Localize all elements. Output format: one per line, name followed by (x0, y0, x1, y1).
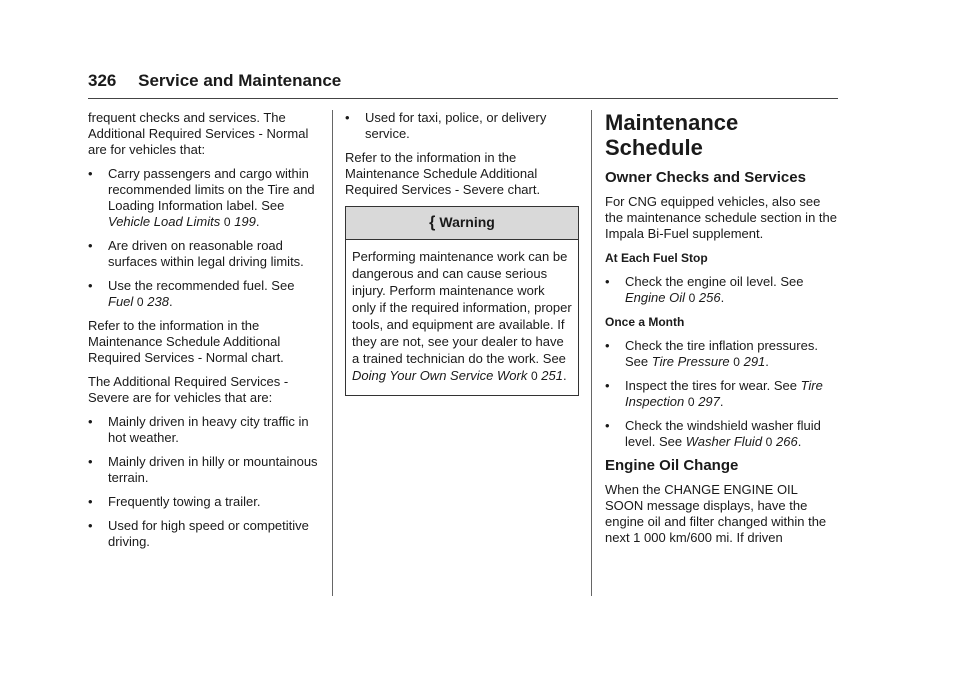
fuel-stop-heading: At Each Fuel Stop (605, 251, 708, 265)
page-ref-icon: 0 (765, 435, 773, 449)
list-item: • Use the recommended fuel. See Fuel 0 238. (88, 278, 295, 309)
bullet-icon: • (605, 338, 610, 353)
subsection-heading: Engine Oil Change (605, 457, 739, 474)
list-item: • Inspect the tires for wear. See Tire Inspection 0 297. (605, 378, 823, 409)
page-ref-icon: 0 (136, 295, 144, 309)
warning-icon: { (429, 214, 436, 231)
cross-reference-link[interactable]: Washer Fluid (685, 434, 763, 449)
column-3 (605, 110, 839, 554)
page-ref-number[interactable]: 291 (743, 354, 766, 369)
bullet-icon: • (345, 110, 350, 125)
subsection-heading: Owner Checks and Services (605, 169, 806, 186)
bullet-icon: • (88, 454, 93, 469)
bullet-icon: • (88, 414, 93, 429)
refer-severe-paragraph: Refer to the information in the Maintenance Schedule Additional Required Services - Severe chart. (345, 150, 541, 197)
warning-header (346, 207, 578, 240)
month-heading: Once a Month (605, 315, 685, 329)
cross-reference-link[interactable]: Doing Your Own Service Work (352, 368, 528, 383)
list-item: • Check the tire inflation pressures. See Tire Pressure 0 291. (605, 338, 818, 369)
page-ref-icon: 0 (223, 215, 231, 229)
bullet-icon: • (605, 378, 610, 393)
page-ref-number[interactable]: 238 (147, 294, 169, 309)
warning-body: Performing maintenance work can be dangerous and can cause serious injury. Perform maintenance work only if the required information, proper tools, and equipment are available. If they are not, see your dealer to have a trained technician do the work. See Doing Your Own Service Work 0 251. (352, 249, 572, 383)
page-ref-number[interactable]: 297 (698, 394, 720, 409)
bullet-icon: • (88, 278, 93, 293)
cross-reference-link[interactable]: Vehicle Load Limits (108, 214, 221, 229)
cross-reference-link[interactable]: Engine Oil (625, 290, 685, 305)
list-item: • Used for taxi, police, or delivery service. (345, 110, 547, 141)
page-ref-number[interactable]: 266 (775, 434, 798, 449)
refer-normal-paragraph: Refer to the information in the Maintenance Schedule Additional Required Services - Normal chart. (88, 318, 284, 365)
list-item: • Carry passengers and cargo within recommended limits on the Tire and Loading Information label. See Vehicle Load Limits 0 199. (88, 166, 315, 229)
cross-reference-link[interactable]: Tire Pressure (651, 354, 730, 369)
bullet-icon: • (605, 418, 610, 433)
page-ref-number[interactable]: 256 (698, 290, 721, 305)
page-ref-icon: 0 (688, 291, 696, 305)
list-item: • Are driven on reasonable road surfaces within legal driving limits. (88, 238, 304, 269)
list-item: • Mainly driven in hilly or mountainous terrain. (88, 454, 318, 485)
column-divider (591, 110, 592, 596)
cross-reference-link[interactable]: Tire Inspection (625, 378, 823, 409)
oil-change-paragraph: When the CHANGE ENGINE OIL SOON message displays, have the engine oil and filter changed within the next 1 000 km/600 mi. If driven (605, 482, 827, 545)
cross-reference-link[interactable]: Fuel (108, 294, 134, 309)
severe-intro-paragraph: The Additional Required Services - Severe are for vehicles that are: (88, 374, 289, 405)
list-item: • Used for high speed or competitive driving. (88, 518, 309, 549)
bullet-icon: • (88, 494, 93, 509)
list-item: • Frequently towing a trailer. (88, 494, 261, 509)
column-divider (332, 110, 333, 596)
page-ref-icon: 0 (530, 369, 538, 383)
bullet-icon: • (605, 274, 610, 289)
column-2 (345, 110, 579, 396)
cng-paragraph: For CNG equipped vehicles, also see the maintenance schedule section in the Impala Bi-Fuel supplement. (605, 194, 837, 241)
list-item: • Mainly driven in heavy city traffic in hot weather. (88, 414, 309, 445)
section-heading: Maintenance Schedule (605, 110, 739, 160)
list-item: • Check the windshield washer fluid level. See Washer Fluid 0 266. (605, 418, 821, 449)
list-item: • Check the engine oil level. See Engine Oil 0 256. (605, 274, 804, 305)
header-rule (88, 98, 838, 99)
warning-box (345, 206, 579, 396)
page-ref-number[interactable]: 251 (541, 368, 563, 383)
column-1 (88, 110, 322, 558)
page-header (88, 71, 341, 91)
intro-paragraph: frequent checks and services. The Additional Required Services - Normal are for vehicles that: (88, 110, 309, 157)
bullet-icon: • (88, 238, 93, 253)
page-ref-icon: 0 (733, 355, 740, 369)
bullet-icon: • (88, 166, 93, 181)
page-number: 326 (88, 71, 117, 90)
section-title: Service and Maintenance (138, 71, 342, 90)
bullet-icon: • (88, 518, 93, 533)
page-ref-icon: 0 (687, 395, 695, 409)
warning-title: Warning (439, 214, 495, 230)
page-ref-number[interactable]: 199 (234, 214, 256, 229)
